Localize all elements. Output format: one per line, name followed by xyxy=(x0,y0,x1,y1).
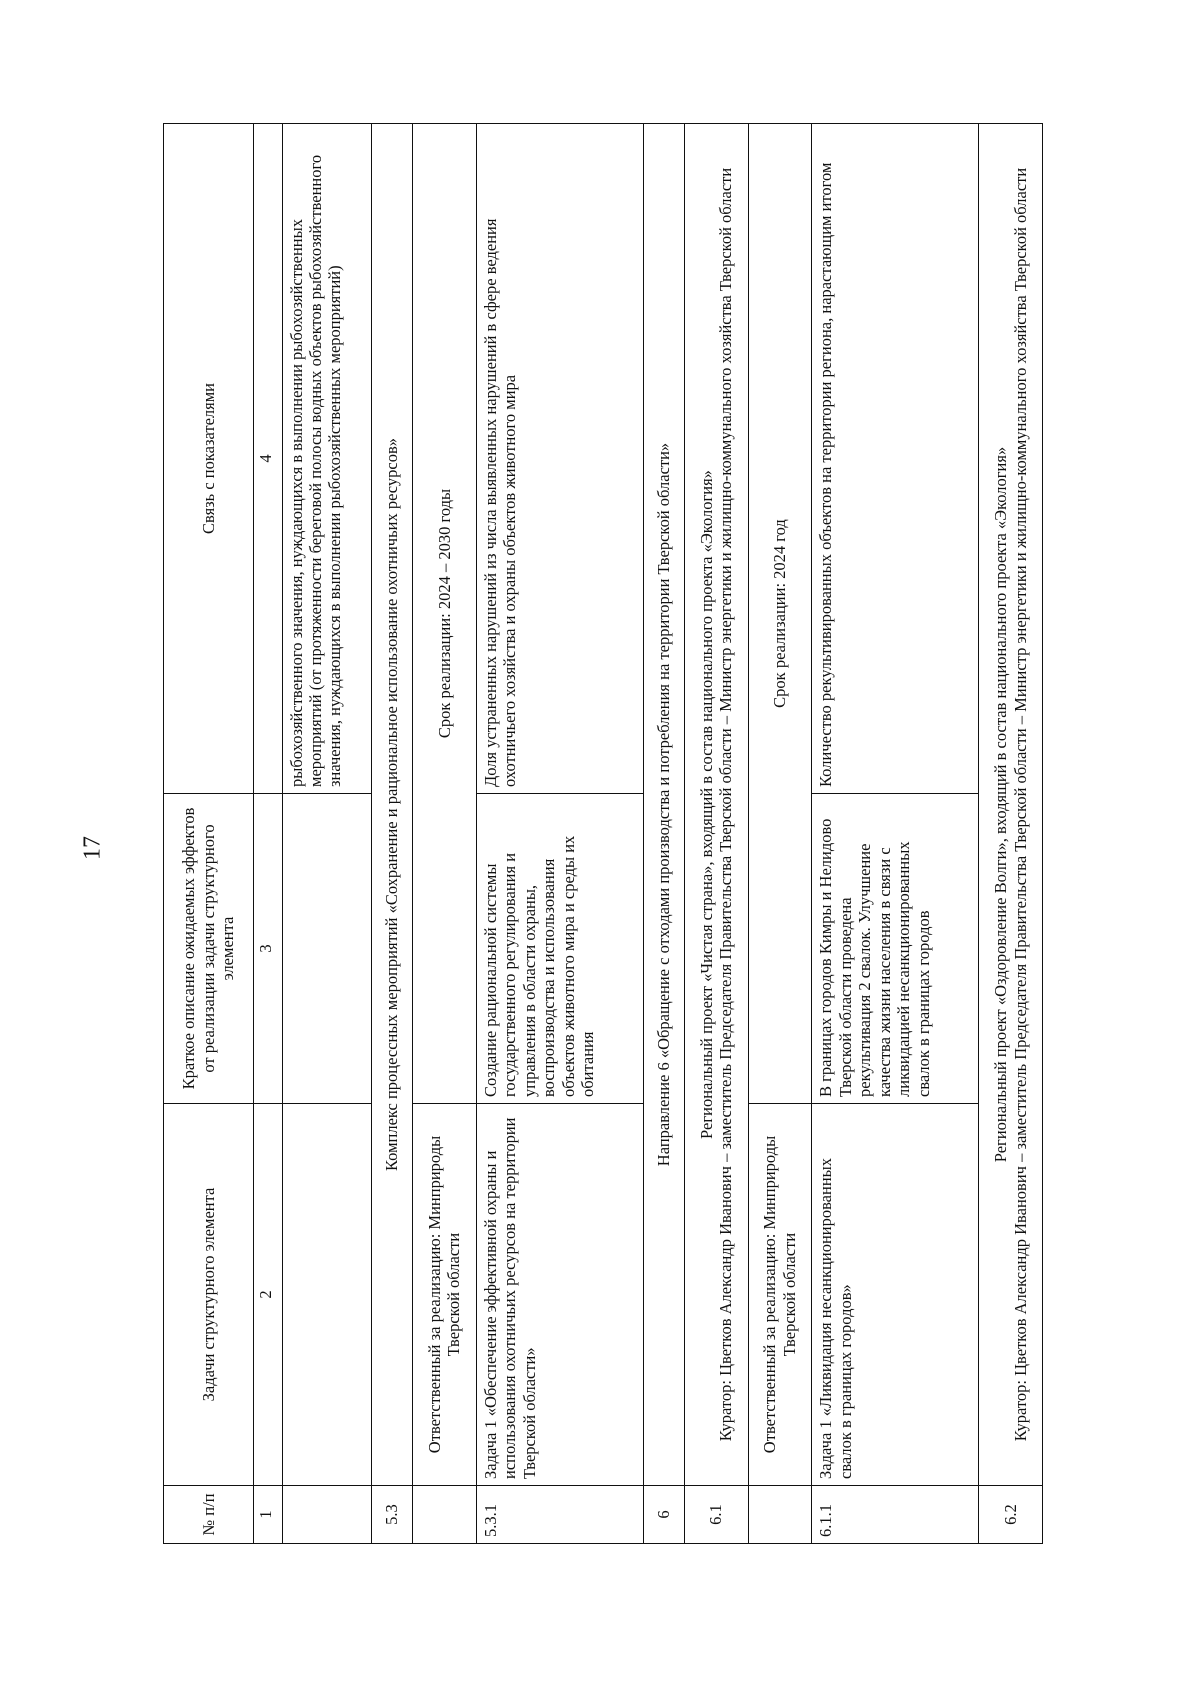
project-title: Региональный проект «Оздоровление Волги», входящий в состав национального проекта «Экология» xyxy=(991,446,1011,1163)
row-task: Задача 1 «Ликвидация несанкционированных свалок в границах городов» xyxy=(812,1104,979,1486)
row-effect: Создание рациональной системы государственного регулирования и управления в области охраны, воспроизводства и использования объектов животного мира и среды их обитания xyxy=(476,794,643,1104)
row-effect xyxy=(282,794,372,1104)
row-num: 6 xyxy=(643,1486,684,1544)
column-number: 3 xyxy=(253,794,282,1104)
table-row xyxy=(282,124,372,1544)
responsible-text: Ответственный за реализацию: Минприроды Тверской области xyxy=(413,1104,477,1486)
page-number: 17 xyxy=(79,836,106,860)
project-cell xyxy=(979,124,1043,1486)
row-num xyxy=(282,1486,372,1544)
column-number: 2 xyxy=(253,1104,282,1486)
row-indicator: Доля устраненных нарушений из числа выявленных нарушений в сфере ведения охотничьего хозяйства и охраны объектов животного мира xyxy=(476,124,643,794)
header-num: № п/п xyxy=(164,1486,254,1544)
row-num: 6.1.1 xyxy=(812,1486,979,1544)
row-num: 5.3 xyxy=(372,1486,413,1544)
section-title: Направление 6 «Обращение с отходами производства и потребления на территории Тверской области» xyxy=(643,124,684,1486)
header-effects: Краткое описание ожидаемых эффектов от реализации задачи структурного элемента xyxy=(164,794,254,1104)
measures-table xyxy=(163,123,1043,1544)
row-indicator: рыбохозяйственного значения, нуждающихся в выполнении рыбохозяйственных мероприятий (от протяженности береговой полосы водных объектов рыбохозяйственного значения, нуждающихся в выполнении рыбохозяйственных мероприятий) xyxy=(282,124,372,794)
row-effect: В границах городов Кимры и Нелидово Тверской области проведена рекультивация 2 свалок. Улучшение качества жизни населения в связи с ликвидацией несанкционированных свалок в границах городов xyxy=(812,794,979,1104)
responsible-row-5-3 xyxy=(413,124,477,1544)
column-numbers-row xyxy=(253,124,282,1544)
table-row xyxy=(476,124,643,1544)
project-row-6-2 xyxy=(979,124,1043,1544)
rotated-sheet xyxy=(163,124,1043,1544)
term-text: Срок реализации: 2024 – 2030 годы xyxy=(413,124,477,1104)
row-task: Задача 1 «Обеспечение эффективной охраны и использования охотничьих ресурсов на территории Тверской области» xyxy=(476,1104,643,1486)
project-curator: Куратор: Цветков Александр Иванович – заместитель Председателя Правительства Тверской области – Министр энергетики и жилищно-коммунального хозяйства Тверской области xyxy=(716,167,736,1442)
table-wrapper xyxy=(163,124,1043,1544)
row-num xyxy=(413,1486,477,1544)
project-curator: Куратор: Цветков Александр Иванович – заместитель Председателя Правительства Тверской области – Министр энергетики и жилищно-коммунального хозяйства Тверской области xyxy=(1010,167,1030,1442)
responsible-row-6-1 xyxy=(748,124,812,1544)
responsible-text: Ответственный за реализацию: Минприроды Тверской области xyxy=(748,1104,812,1486)
row-num: 5.3.1 xyxy=(476,1486,643,1544)
row-task xyxy=(282,1104,372,1486)
header-indicators: Связь с показателями xyxy=(164,124,254,794)
section-row-6 xyxy=(643,124,684,1544)
header-tasks: Задачи структурного элемента xyxy=(164,1104,254,1486)
section-row-5-3 xyxy=(372,124,413,1544)
section-title: Комплекс процессных мероприятий «Сохранение и рациональное использование охотничьих ресурсов» xyxy=(372,124,413,1486)
row-indicator: Количество рекультивированных объектов на территории региона, нарастающим итогом xyxy=(812,124,979,794)
project-title: Региональный проект «Чистая страна», входящий в состав национального проекта «Экология» xyxy=(696,470,716,1139)
row-num xyxy=(748,1486,812,1544)
table-row xyxy=(812,124,979,1544)
project-row-6-1 xyxy=(684,124,748,1544)
row-num: 6.2 xyxy=(979,1486,1043,1544)
column-number: 1 xyxy=(253,1486,282,1544)
term-text: Срок реализации: 2024 год xyxy=(748,124,812,1104)
header-row xyxy=(164,124,254,1544)
row-num: 6.1 xyxy=(684,1486,748,1544)
column-number: 4 xyxy=(253,124,282,794)
project-cell xyxy=(684,124,748,1486)
